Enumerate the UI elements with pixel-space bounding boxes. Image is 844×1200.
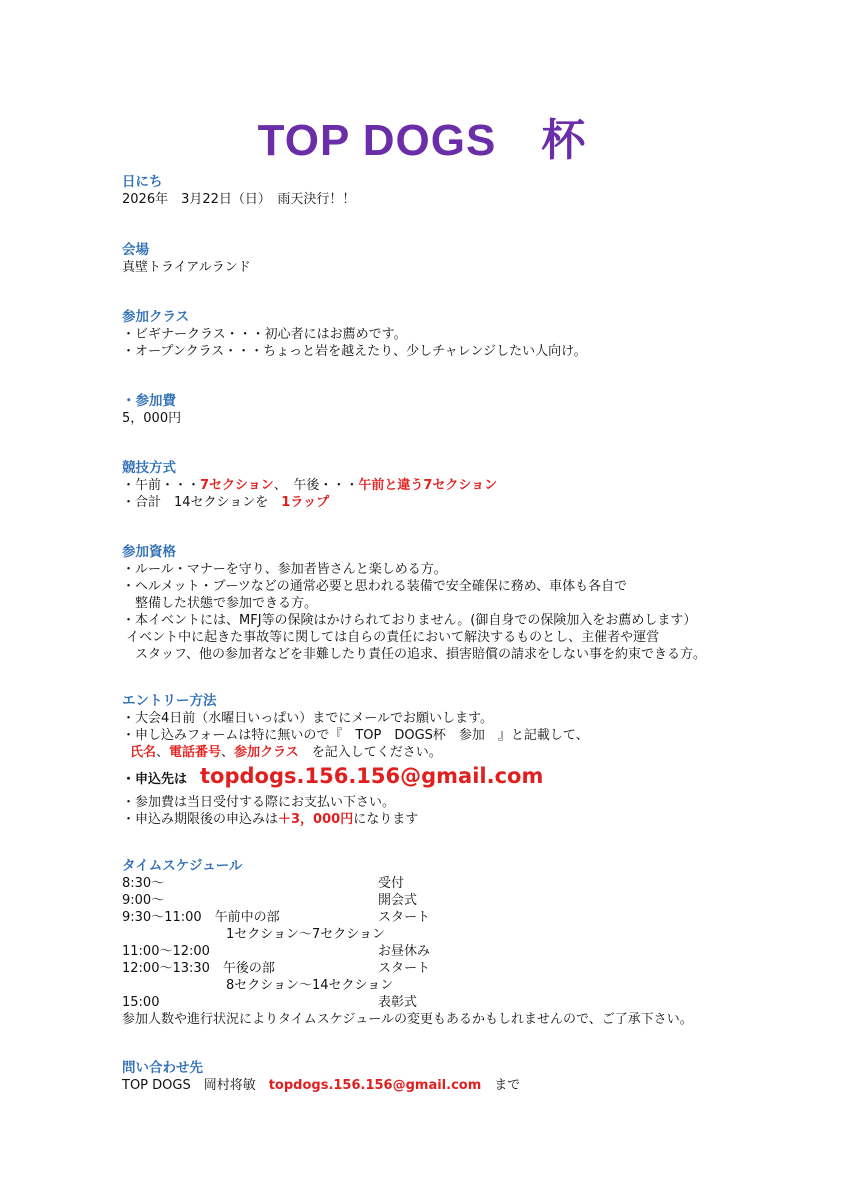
field-name-label: 氏名 xyxy=(130,745,157,760)
entry-email-line xyxy=(122,762,802,794)
contact-email-link[interactable]: topdogs.156.156@gmail.com xyxy=(268,1078,482,1093)
eligibility-item: ・本イベントには、MFJ等の保険はかけられておりません。(御自身での保険加入をお薦めします） xyxy=(122,613,697,628)
format-highlight: 7セクション xyxy=(200,478,274,493)
eligibility-item: ・ルール・マナーを守り、参加者皆さんと楽しめる方。 xyxy=(122,562,447,577)
class-item: ・オープンクラス・・・ちょっと岩を越えたり、少しチャレンジしたい人向け。 xyxy=(122,344,587,359)
contact-suffix: まで xyxy=(481,1078,521,1093)
entry-text: ・申込み期限後の申込みは xyxy=(122,812,279,827)
schedule-time: 8セクション～14セクション xyxy=(122,978,394,993)
schedule-row xyxy=(122,977,802,994)
entry-late-fee-line xyxy=(122,811,802,828)
contact-name: TOP DOGS 岡村将敏 xyxy=(122,1078,269,1093)
schedule-row xyxy=(122,943,802,960)
format-line-2 xyxy=(122,494,802,511)
entry-line: ・申し込みフォームは特に無いので『 TOP DOGS杯 参加 』と記載して、 xyxy=(122,728,589,743)
schedule-time: 1セクション～7セクション xyxy=(122,927,386,942)
eligibility-item: ・ヘルメット・ブーツなどの通常必要と思われる装備で安全確保に務め、車体も各自で xyxy=(122,579,628,594)
schedule-event: 受付 xyxy=(378,876,405,891)
schedule-section xyxy=(122,857,802,1028)
eligibility-item: イベント中に起きた事故等に関しては自らの責任において解決するものとし、主催者や運営 xyxy=(122,630,660,645)
format-section xyxy=(122,459,802,511)
venue-text: 真壁トライアルランド xyxy=(122,260,251,275)
separator: 、 xyxy=(156,745,170,760)
page-title: TOP DOGS 杯 xyxy=(257,116,587,165)
format-text: ・合計 14セクションを xyxy=(122,495,282,510)
date-text: 2026年 3月22日（日） 雨天決行！！ xyxy=(122,192,356,207)
format-highlight: 1ラップ xyxy=(281,495,330,510)
format-text: 、 午後・・・ xyxy=(273,478,359,493)
fee-section xyxy=(122,392,802,427)
late-fee-amount: ＋3，000円 xyxy=(278,812,354,827)
schedule-time: 15:00 xyxy=(122,995,160,1010)
eligibility-item: 整備した状態で参加できる方。 xyxy=(122,596,318,611)
format-highlight: 午前と違う7セクション xyxy=(358,478,498,493)
format-text: ・午前・・・ xyxy=(122,478,201,493)
schedule-time: 12:00～13:30 午後の部 xyxy=(122,961,275,976)
classes-heading: 参加クラス xyxy=(122,309,190,325)
format-heading: 競技方式 xyxy=(122,460,176,476)
schedule-time: 8:30～ xyxy=(122,876,165,891)
schedule-event: 開会式 xyxy=(378,893,418,908)
date-section xyxy=(122,173,802,208)
schedule-time: 11:00～12:00 xyxy=(122,944,210,959)
separator: 、 xyxy=(221,745,235,760)
entry-required-fields xyxy=(122,744,802,761)
email-prefix: ・申込先は xyxy=(122,772,201,787)
entry-line: ・参加費は当日受付する際にお支払い下さい。 xyxy=(122,795,396,810)
field-phone-label: 電話番号 xyxy=(169,745,222,760)
entry-section xyxy=(122,692,802,828)
schedule-time: 9:30～11:00 午前中の部 xyxy=(122,910,280,925)
entry-text: になります xyxy=(353,812,419,827)
schedule-row xyxy=(122,960,802,977)
field-class-label: 参加クラス xyxy=(234,745,299,760)
schedule-row xyxy=(122,892,802,909)
contact-heading: 問い合わせ先 xyxy=(122,1060,203,1076)
format-line-1 xyxy=(122,477,802,494)
schedule-event: 表彰式 xyxy=(378,995,418,1010)
classes-section xyxy=(122,308,802,360)
schedule-row xyxy=(122,875,802,892)
schedule-row xyxy=(122,994,802,1011)
entry-line: ・大会4日前（水曜日いっぱい）までにメールでお願いします。 xyxy=(122,711,493,726)
entry-email-link[interactable]: topdogs.156.156@gmail.com xyxy=(200,764,544,788)
entry-line-end: を記入してください。 xyxy=(298,745,442,760)
venue-section xyxy=(122,241,802,276)
contact-line xyxy=(122,1077,802,1094)
schedule-heading: タイムスケジュール xyxy=(122,858,243,874)
entry-heading: エントリー方法 xyxy=(122,693,217,709)
fee-heading: ・参加費 xyxy=(122,393,176,409)
schedule-row xyxy=(122,926,802,943)
schedule-event: スタート xyxy=(378,961,431,976)
contact-section xyxy=(122,1059,802,1094)
eligibility-item: スタッフ、他の参加者などを非難したり責任の追求、損害賠償の請求をしない事を約束できる方。 xyxy=(122,647,706,662)
schedule-note: 参加人数や進行状況によりタイムスケジュールの変更もあるかもしれませんので、ご了承下さい。 xyxy=(122,1012,693,1027)
eligibility-heading: 参加資格 xyxy=(122,544,176,560)
schedule-row xyxy=(122,909,802,926)
class-item: ・ビギナークラス・・・初心者にはお薦めです。 xyxy=(122,327,407,342)
fee-text: 5，000円 xyxy=(122,411,182,426)
schedule-event: スタート xyxy=(378,910,431,925)
date-heading: 日にち xyxy=(122,174,163,190)
venue-heading: 会場 xyxy=(122,242,149,258)
eligibility-section xyxy=(122,543,802,663)
schedule-time: 9:00～ xyxy=(122,893,165,908)
schedule-event: お昼休み xyxy=(378,944,431,959)
